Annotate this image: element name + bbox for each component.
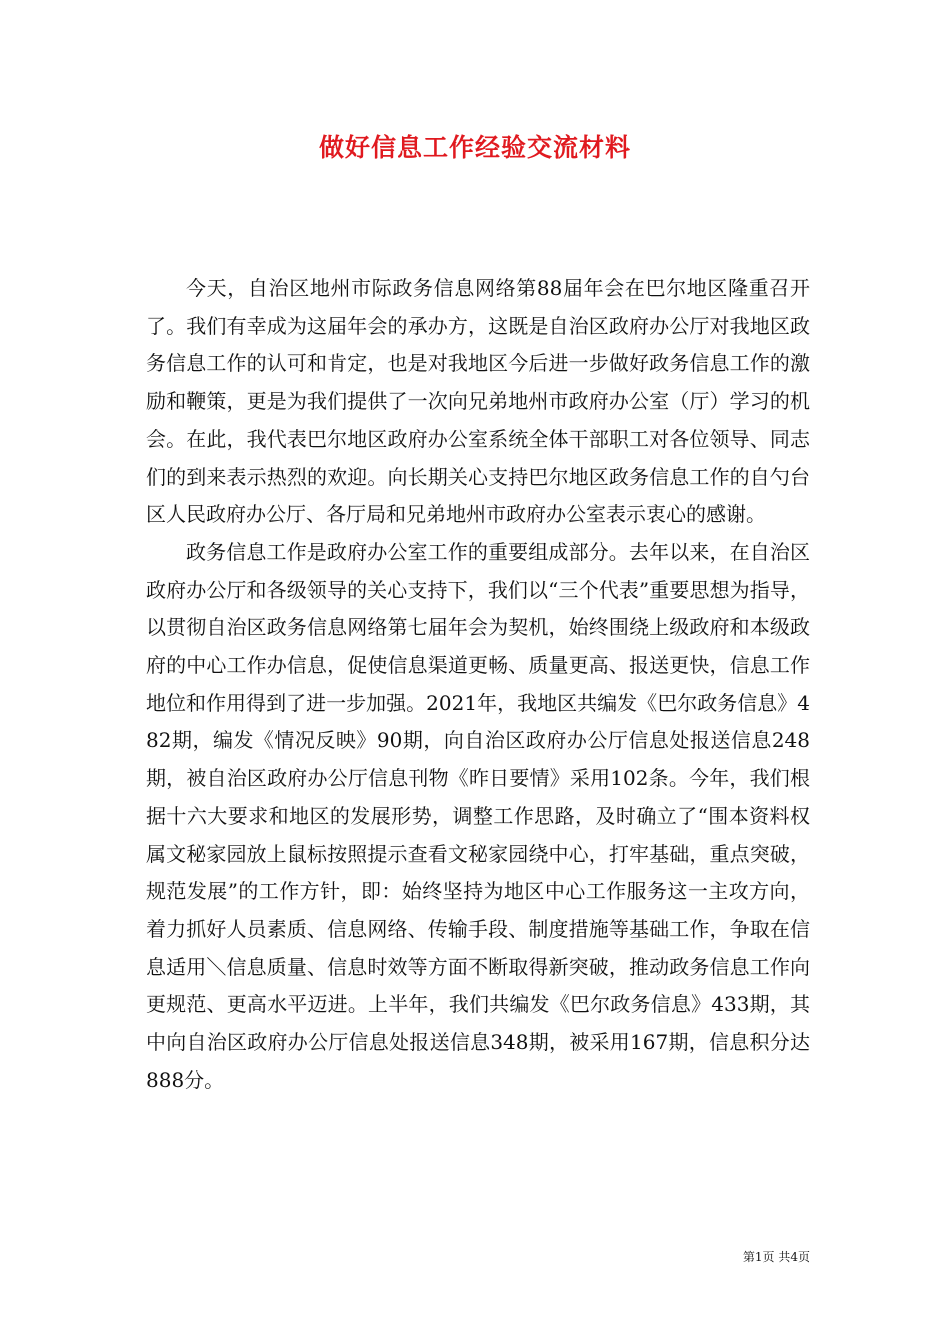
paragraph-welcome: 今天，自治区地州市际政务信息网络第88届年会在巴尔地区隆重召开了。我们有幸成为这届年会的承办方，这既是自治区政府办公厅对我地区政务信息工作的认可和肯定，也是对我地区今后进一步做好政务信息工作的激励和鞭策，更是为我们提供了一次向兄弟地州市政府办公室（厅）学习的机会。在此，我代表巴尔地区政府办公室系统全体干部职工对各位领导、同志们的到来表示热烈的欢迎。向长期关心支持巴尔地区政务信息工作的自勺台区人民政府办公厅、各厅局和兄弟地州市政府办公室表示衷心的感谢。 [146, 276, 810, 527]
document-title: 做好信息工作经验交流材料 [318, 133, 631, 162]
page-number-indicator: 第1页 共4页 [742, 1250, 810, 1264]
paragraph-work-summary: 政务信息工作是政府办公室工作的重要组成部分。去年以来，在自治区政府办公厅和各级领导的关心支持下，我们以“三个代表”重要思想为指导，以贯彻自治区政务信息网络第七届年会为契机，始终围绕上级政府和本级政府的中心工作办信息，促使信息渠道更畅、质量更高、报送更快，信息工作地位和作用得到了进一步加强。2021年，我地区共编发《巴尔政务信息》482期，编发《情况反映》90期，向自治区政府办公厅信息处报送信息248期，被自治区政府办公厅信息刊物《昨日要情》采用102条。今年，我们根据十六大要求和地区的发展形势，调整工作思路，及时确立了“围本资料权属文秘家园放上鼠标按照提示查看文秘家园绕中心，打牢基础，重点突破，规范发展”的工作方针，即：始终坚持为地区中心工作服务这一主攻方向，着力抓好人员素质、信息网络、传输手段、制度措施等基础工作，争取在信息适用＼信息质量、信息时效等方面不断取得新突破，推动政务信息工作向更规范、更高水平迈进。上半年，我们共编发《巴尔政务信息》433期，其中向自治区政府办公厅信息处报送信息348期，被采用167期，信息积分达888分。 [146, 539, 810, 1092]
document-body [146, 270, 810, 1099]
